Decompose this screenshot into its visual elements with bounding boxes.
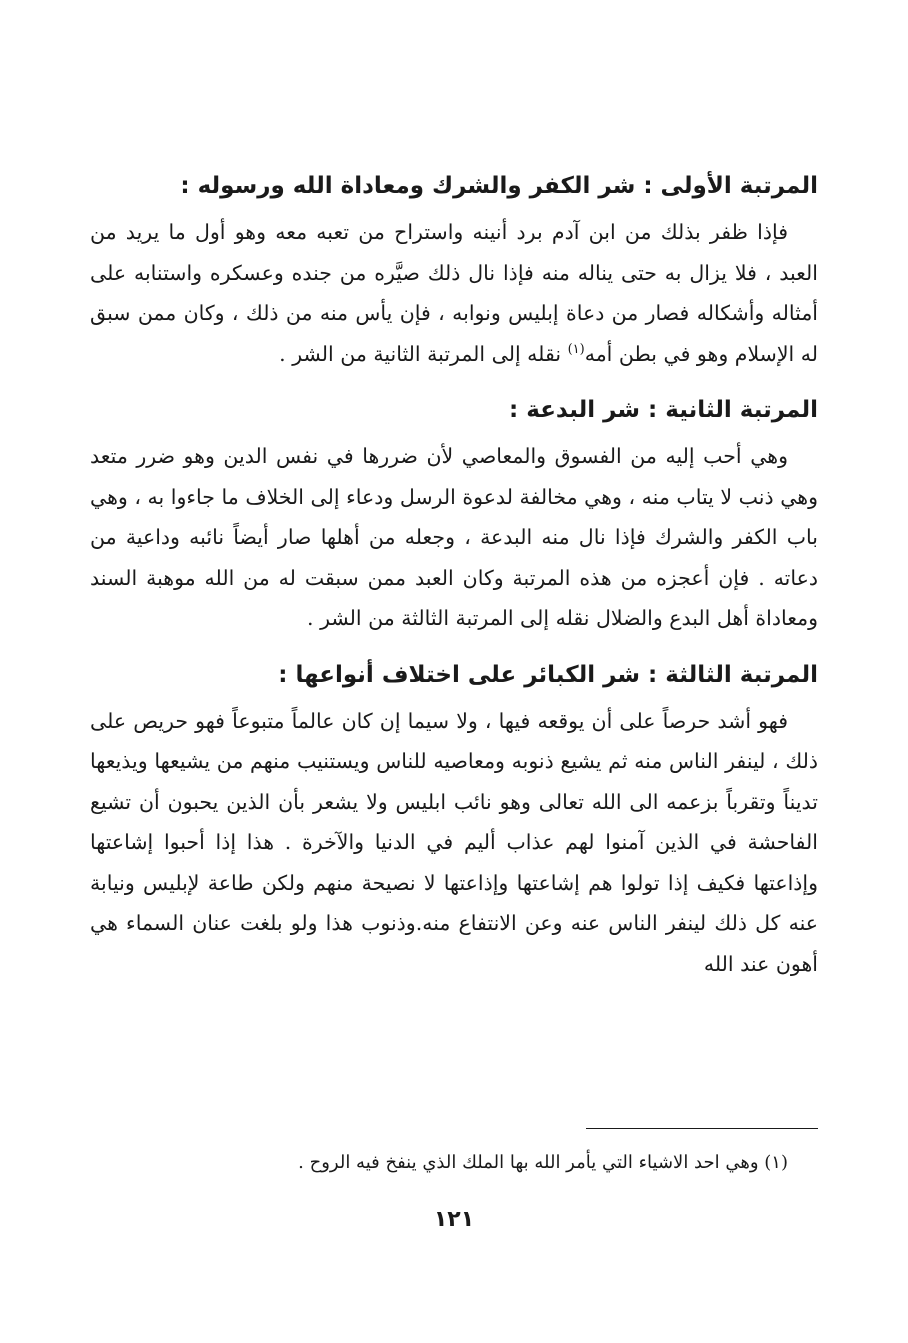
- footnote: [98, 1148, 788, 1178]
- main-text: [90, 160, 818, 994]
- section-paragraph-3: فهو أشد حرصاً على أن يوقعه فيها ، ولا سيما إن كان عالماً متبوعاً فهو حريص على ذلك ، لينفر الناس منه ثم يشيع ذنوبه ومعاصيه للناس ويستنيب منهم من يشيعها ويذيعها تديناً وتقرباً بزعمه الى الله تعالى وهو نائب ابليس ولا يشعر بأن الذين يحبون أن تشيع الفاحشة في الذين آمنوا لهم عذاب أليم في الدنيا والآخرة . هذا إذا أحبوا إشاعتها وإذاعتها فكيف إذا تولوا هم إشاعتها وإذاعتها لا نصيحة منهم ولكن طاعة لإبليس ونيابة عنه كل ذلك لينفر الناس عنه وعن الانتفاع منه.وذنوب هذا ولو بلغت عنان السماء هي أهون عند الله: [90, 708, 818, 976]
- paragraph-text-after-note: نقله إلى المرتبة الثانية من الشر .: [279, 341, 568, 366]
- footnote-marker: (١): [764, 1152, 788, 1173]
- section-paragraph-1: [90, 212, 818, 374]
- footnote-reference: (١): [567, 341, 585, 357]
- page-number: ١٢١: [433, 1207, 475, 1232]
- footnote-text: وهي احد الاشياء التي يأمر الله بها الملك الذي ينفخ فيه الروح .: [298, 1152, 759, 1173]
- footnote-divider: [586, 1128, 818, 1129]
- section-heading-2: المرتبة الثانية : شر البدعة :: [509, 397, 818, 423]
- section-paragraph-2: وهي أحب إليه من الفسوق والمعاصي لأن ضررها في نفس الدين وهو ضرر متعد وهي ذنب لا يتاب منه ، وهي مخالفة لدعوة الرسل ودعاء إلى الخلاف ما جاءوا به ، وهي باب الكفر والشرك فإذا نال منه البدعة ، وجعله من أهلها صار أيضاً نائبه وداعية من دعاته . فإن أعجزه من هذه المرتبة وكان العبد ممن سبقت له من الله موهبة السند ومعاداة أهل البدع والضلال نقله إلى المرتبة الثالثة من الشر .: [90, 444, 818, 630]
- section-heading-3: المرتبة الثالثة : شر الكبائر على اختلاف أنواعها :: [278, 661, 818, 688]
- section-heading-1: المرتبة الأولى : شر الكفر والشرك ومعاداة الله ورسوله :: [180, 173, 818, 199]
- paragraph-text-before-note: فإذا ظفر بذلك من ابن آدم برد أنينه واستراح من تعبه معه وهو أول ما يريد من العبد ، فلا يزال به حتى يناله منه فإذا نال ذلك صيَّره من جنده وعسكره واستنابه على أمثاله وأشكاله فصار من دعاة إبليس ونوابه ، فإن يأس منه من ذلك ، وكان ممن سبق له الإسلام وهو في بطن أمه: [90, 220, 818, 366]
